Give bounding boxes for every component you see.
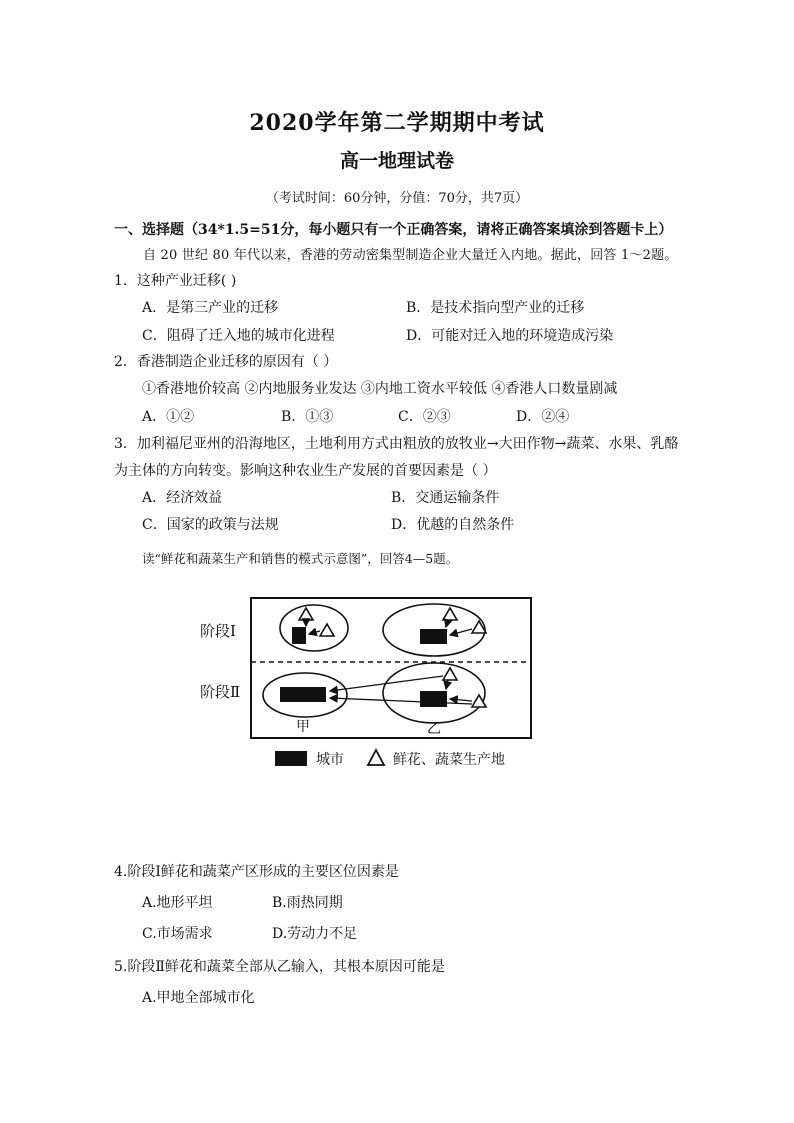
stage1-jia-city: [292, 627, 306, 644]
q2-option-a: A．①②: [142, 409, 195, 425]
stage2-label: 阶段Ⅱ: [200, 683, 241, 701]
q3-option-a: A．经济效益: [142, 490, 223, 506]
supply-arrow: [330, 676, 443, 691]
q2-option-b: B．①③: [281, 409, 334, 425]
q5-stem: 5.阶段Ⅱ鲜花和蔬菜全部从乙输入，其根本原因可能是: [114, 959, 445, 975]
exam-info: （考试时间：60分钟，分值：70分，共7页）: [265, 191, 529, 206]
q3-option-b: B．交通运输条件: [391, 490, 500, 506]
stage1-yi-city: [420, 629, 447, 644]
q1-option-c: C．阻碍了迁入地的城市化进程: [142, 328, 335, 344]
q4-option-c: C.市场需求: [142, 926, 213, 942]
q2-stem: 2．香港制造企业迁移的原因有（ ）: [114, 354, 338, 370]
legend-city-label: 城市: [316, 752, 344, 768]
read-instruction: 读“鲜花和蔬菜生产和销售的模式示意图”，回答4—5题。: [142, 551, 459, 566]
q2-option-c: C．②③: [398, 409, 451, 425]
section-heading: 一、选择题（34*1.5=51分，每小题只有一个正确答案，请将正确答案填涂到答题卡上）: [114, 222, 673, 238]
q4-option-d: D.劳动力不足: [272, 926, 358, 942]
stage2-yi-production: [443, 668, 457, 680]
q4-option-a: A.地形平坦: [142, 895, 213, 911]
q3-stem-line1: 3．加利福尼亚州的沿海地区，土地利用方式由粗放的放牧业→大田作物→蔬菜、水果、乳酪: [114, 436, 679, 452]
q2-option-d: D．②④: [516, 409, 570, 425]
stage1-yi-production: [443, 608, 457, 620]
q1-option-b: B．是技术指向型产业的迁移: [406, 300, 585, 316]
legend-production-label: 鲜花、蔬菜生产地: [393, 752, 505, 768]
q1-option-a: A．是第三产业的迁移: [142, 300, 279, 316]
diagram-frame: [251, 598, 531, 738]
stage1-label: 阶段Ⅰ: [200, 622, 236, 640]
section-intro: 自 20 世纪 80 年代以来，香港的劳动密集型制造企业大量迁入内地。据此，回答 1～2题。: [143, 248, 678, 263]
place-label-yi: 乙: [427, 721, 441, 737]
q3-option-c: C．国家的政策与法规: [142, 517, 279, 533]
place-label-jia: 甲: [296, 719, 310, 735]
stage2-yi-city: [420, 691, 447, 707]
q1-option-d: D．可能对迁入地的环境造成污染: [406, 328, 614, 344]
exam-title: 2020学年第二学期期中考试: [249, 110, 545, 136]
q3-option-d: D．优越的自然条件: [391, 517, 515, 533]
q4-option-b: B.雨热同期: [272, 895, 343, 911]
q4-stem: 4.阶段Ⅰ鲜花和蔬菜产区形成的主要区位因素是: [114, 864, 399, 880]
stage2-jia-city: [280, 687, 326, 702]
q2-items: ①香港地价较高 ②内地服务业发达 ③内地工资水平较低 ④香港人口数量剧减: [142, 381, 618, 397]
legend-production-icon: [368, 750, 384, 765]
q1-stem: 1．这种产业迁移( ): [114, 273, 237, 289]
stage1-region-jia: [280, 605, 348, 651]
legend-city-swatch: [275, 751, 307, 766]
q5-option-a: A.甲地全部城市化: [142, 990, 255, 1006]
stage1-jia-production: [320, 624, 334, 636]
stage1-jia-production: [299, 608, 313, 620]
exam-subtitle: 高一地理试卷: [339, 150, 454, 172]
q3-stem-line2: 为主体的方向转变。影响这种农业生产发展的首要因素是（ ）: [114, 463, 497, 479]
flower-vegetable-model-diagram: [190, 590, 535, 772]
